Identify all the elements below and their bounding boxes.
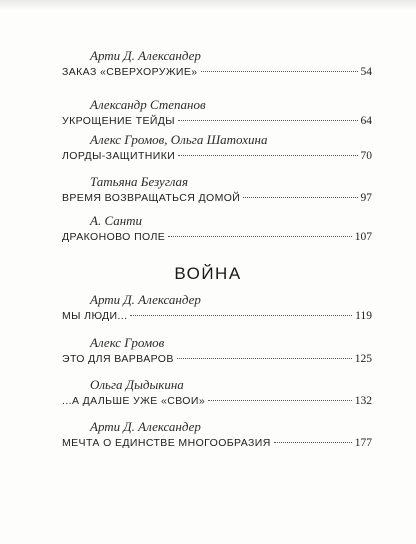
dot-leader (274, 442, 352, 443)
entry-title: ЛОРДЫ-ЗАЩИТНИКИ (62, 150, 176, 162)
toc-entry (62, 47, 372, 80)
entry-page-number: 70 (360, 150, 372, 162)
toc-entry (62, 418, 372, 451)
entry-title: МЫ ЛЮДИ... (62, 310, 128, 322)
entry-author: Татьяна Безуглая (90, 174, 189, 189)
page-top-shadow (0, 0, 416, 10)
entry-page-number: 97 (360, 192, 372, 204)
entry-title: ВРЕМЯ ВОЗВРАЩАТЬСЯ ДОМОЙ (62, 192, 241, 204)
entry-author: Александр Степанов (90, 97, 206, 112)
toc-entry (62, 173, 372, 206)
entry-author: Алекс Громов, Ольга Шатохина (90, 132, 268, 147)
entry-title: МЕЧТА О ЕДИНСТВЕ МНОГООБРАЗИЯ (62, 437, 271, 449)
entry-author: Арти Д. Александер (90, 292, 201, 307)
dot-leader (178, 155, 357, 156)
entry-title: ЭТО ДЛЯ ВАРВАРОВ (62, 353, 174, 365)
entry-page-number: 125 (354, 353, 372, 365)
entry-page-number: 177 (354, 437, 372, 449)
dot-leader (201, 71, 358, 72)
entry-line (62, 190, 372, 206)
entry-line (62, 113, 372, 129)
entry-title: ДРАКОНОВО ПОЛЕ (62, 231, 166, 243)
toc-entry (62, 376, 372, 409)
entry-page-number: 64 (360, 115, 372, 127)
entry-line (62, 351, 372, 367)
toc-entry (62, 96, 372, 129)
entry-page-number: 119 (355, 310, 372, 322)
toc-entry (62, 131, 372, 164)
entry-title: УКРОЩЕНИЕ ТЕЙДЫ (62, 115, 175, 127)
dot-leader (130, 315, 352, 316)
toc-entry (62, 291, 372, 324)
dot-leader (208, 400, 352, 401)
entry-line (62, 435, 372, 451)
toc-entry (62, 212, 372, 245)
entry-author: Арти Д. Александер (90, 419, 201, 434)
entry-author: Арти Д. Александер (90, 48, 201, 63)
entry-line (62, 308, 372, 324)
entry-author: Ольга Дыдыкина (90, 377, 184, 392)
entry-line (62, 64, 372, 80)
entry-line (62, 393, 372, 409)
entry-page-number: 107 (354, 231, 372, 243)
entry-line (62, 148, 372, 164)
entry-page-number: 132 (354, 395, 372, 407)
dot-leader (177, 358, 352, 359)
entry-title: ЗАКАЗ «СВЕРХОРУЖИЕ» (62, 66, 198, 78)
entry-title: ...А ДАЛЬШЕ УЖЕ «СВОИ» (62, 395, 206, 407)
entry-page-number: 54 (360, 66, 372, 78)
entry-author: Алекс Громов (90, 335, 165, 350)
dot-leader (168, 236, 352, 237)
entry-line (62, 229, 372, 245)
dot-leader (243, 197, 357, 198)
toc-entry (62, 334, 372, 367)
entry-author: А. Санти (90, 213, 143, 228)
section-heading: ВОЙНА (174, 264, 242, 283)
dot-leader (178, 120, 358, 121)
